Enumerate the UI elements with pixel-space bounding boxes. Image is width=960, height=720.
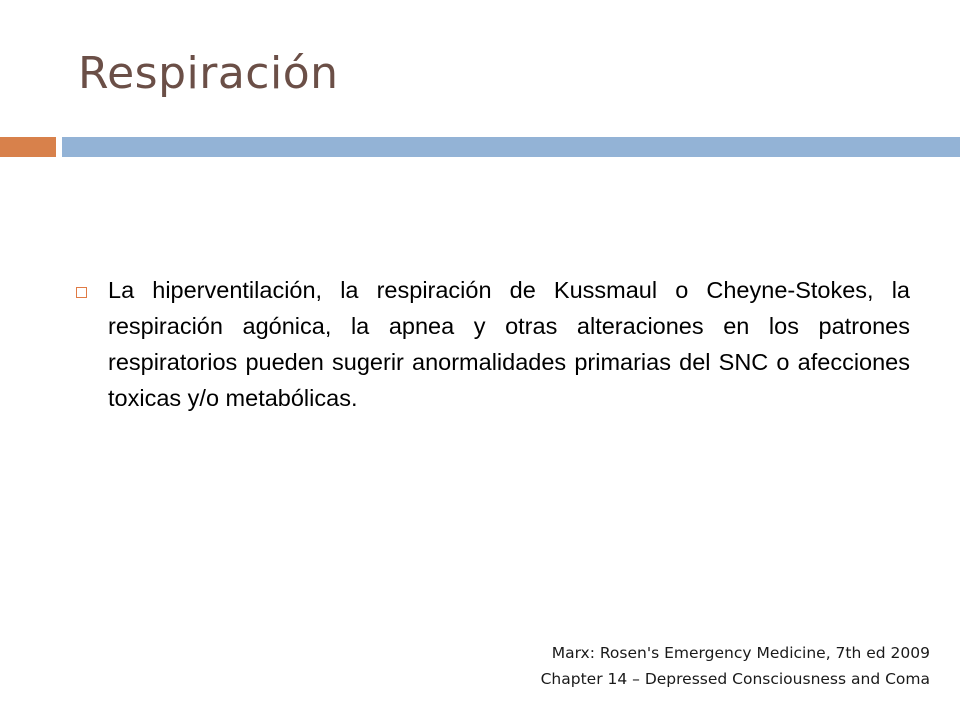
slide-title: Respiración	[78, 48, 339, 99]
bullet-item	[72, 272, 910, 416]
slide-content	[72, 272, 910, 416]
citation	[541, 640, 930, 692]
square-bullet-icon	[76, 287, 87, 298]
title-accent-bar-right	[62, 137, 960, 157]
citation-line-2: Chapter 14 – Depressed Consciousness and Coma	[540, 670, 930, 688]
title-accent-bar-left	[0, 137, 56, 157]
bullet-text: La hiperventilación, la respiración de Kussmaul o Cheyne-Stokes, la respiración agónica, la apnea y otras alteraciones en los patrones respiratorios pueden sugerir anormalidades primarias del SNC o afecciones toxicas y/o metabólicas.	[108, 277, 910, 411]
citation-line-1: Marx: Rosen's Emergency Medicine, 7th ed 2009	[551, 644, 930, 662]
